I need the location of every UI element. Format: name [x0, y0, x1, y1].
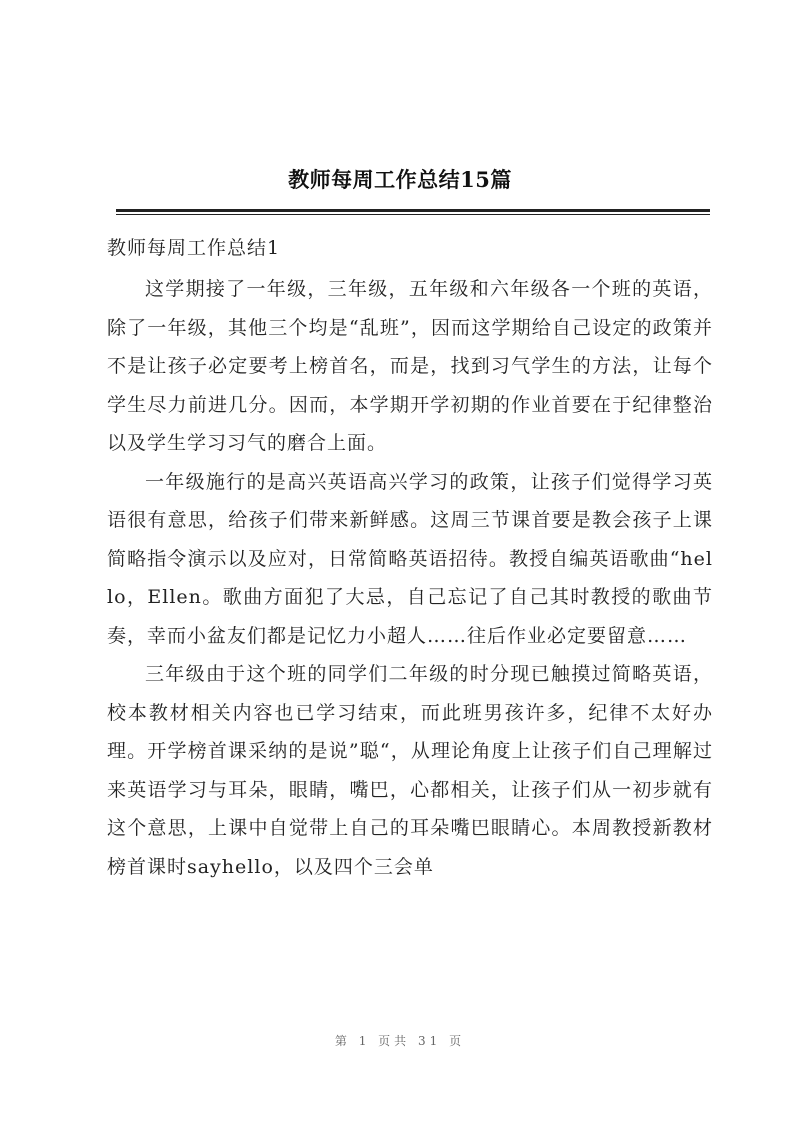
document-title: 教师每周工作总结15篇 [288, 167, 512, 192]
title-divider-thin [116, 214, 710, 215]
paragraph-1: 这学期接了一年级，三年级，五年级和六年级各一个班的英语，除了一年级，其他三个均是“乱班”，因而这学期给自己设定的政策并不是让孩子必定要考上榜首名，而是，找到习气学生的方法，让每个学生尽力前进几分。因而，本学期开学初期的作业首要在于纪律整治以及学生学习习气的磨合上面。 [107, 278, 713, 454]
section-heading: 教师每周工作总结1 [107, 237, 281, 259]
title-divider [116, 209, 710, 212]
paragraph-2: 一年级施行的是高兴英语高兴学习的政策，让孩子们觉得学习英语很有意思，给孩子们带来新鲜感。这周三节课首要是教会孩子上课简略指令演示以及应对，日常简略英语招待。教授自编英语歌曲“hello，Ellen。歌曲方面犯了大忌，自己忘记了自己其时教授的歌曲节奏，幸而小盆友们都是记忆力小超人……往后作业必定要留意…… [107, 470, 713, 647]
page-number-footer: 第 1 页共 31 页 [334, 1034, 466, 1048]
body-text [107, 270, 713, 886]
paragraph-3: 三年级由于这个班的同学们二年级的时分现已触摸过简略英语，校本教材相关内容也已学习结束，而此班男孩许多，纪律不太好办理。开学榜首课采纳的是说”聪“，从理论角度上让孩子们自己理解过来英语学习与耳朵，眼睛，嘴巴，心都相关，让孩子们从一初步就有这个意思，上课中自觉带上自己的耳朵嘴巴眼睛心。本周教授新教材榜首课时sayhello，以及四个三会单 [107, 663, 713, 878]
